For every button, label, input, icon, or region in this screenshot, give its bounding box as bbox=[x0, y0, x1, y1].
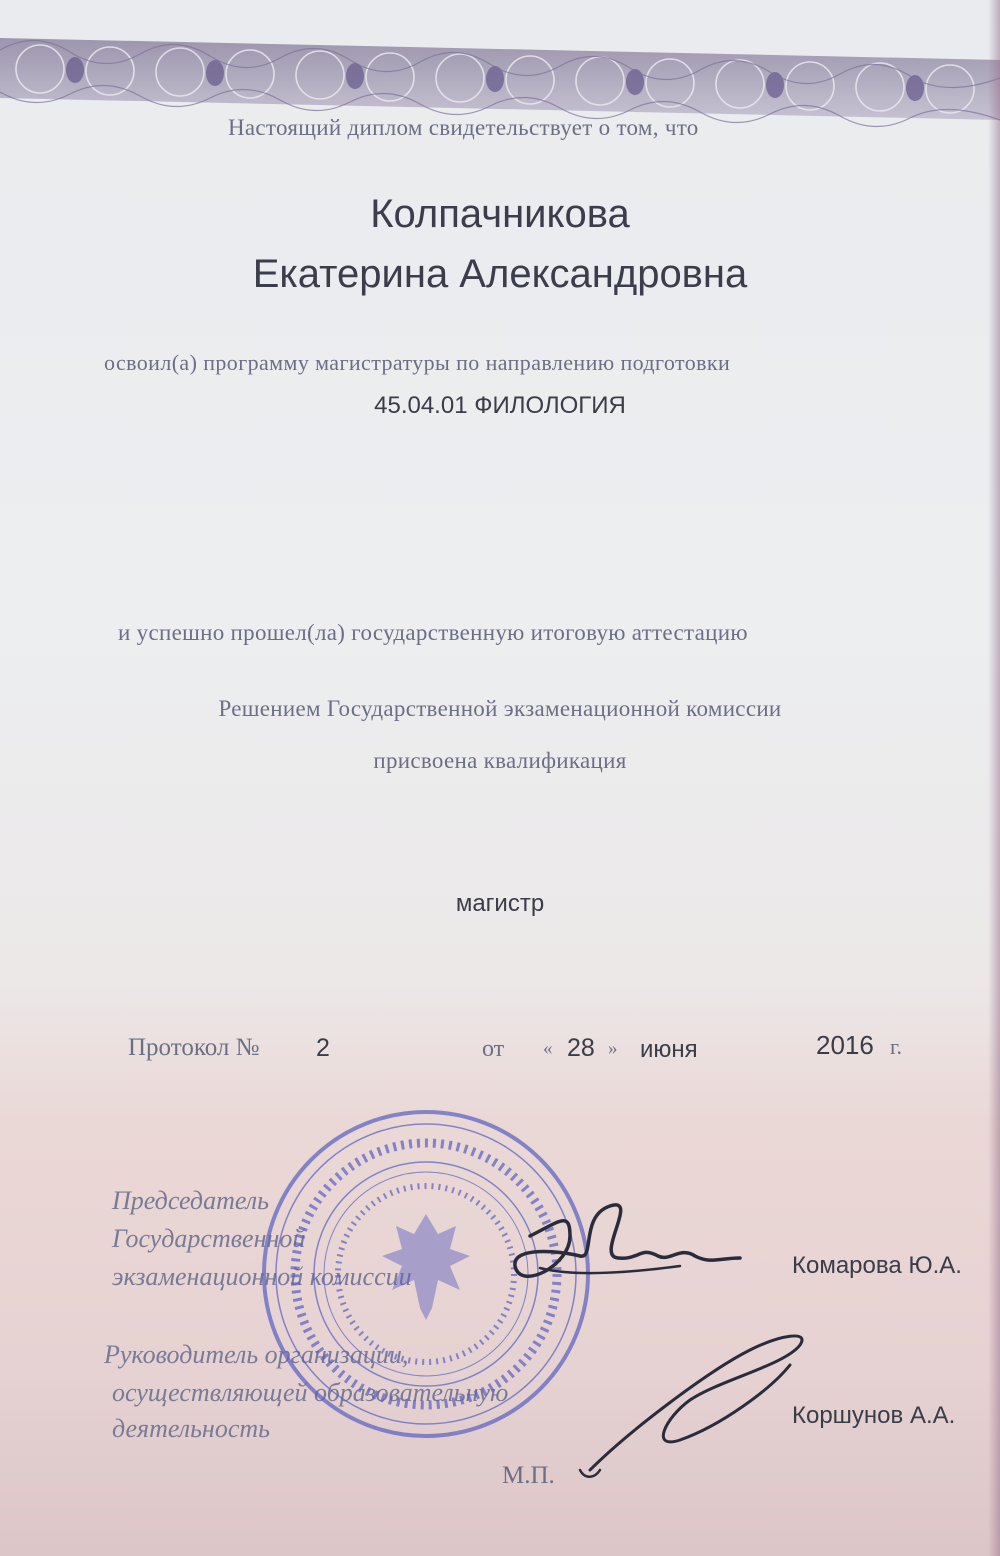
qualification: магистр bbox=[455, 890, 545, 917]
head-title-line3: деятельность bbox=[112, 1414, 270, 1443]
chair-name: Комарова Ю.А. bbox=[792, 1252, 962, 1279]
protocol-label: Протокол № bbox=[128, 1034, 260, 1061]
passed-attestation-text: и успешно прошел(ла) государственную итоговую аттестацию bbox=[118, 620, 748, 645]
protocol-year: 2016 bbox=[816, 1030, 874, 1060]
protocol-month: июня bbox=[640, 1036, 698, 1063]
date-quote-open: « bbox=[543, 1038, 553, 1059]
ornamental-border bbox=[0, 20, 1000, 130]
program-code-title: 45.04.01 ФИЛОЛОГИЯ bbox=[374, 392, 626, 419]
commission-decision-line1: Решением Государственной экзаменационной комиссии bbox=[218, 696, 782, 721]
binding-edge bbox=[988, 0, 1000, 1556]
chair-title-line2: Государственной bbox=[112, 1224, 306, 1253]
seal-place-label: М.П. bbox=[502, 1462, 555, 1489]
chair-signature-icon bbox=[500, 1196, 750, 1306]
head-signature-icon bbox=[570, 1320, 830, 1490]
head-title-line1: Руководитель организации, bbox=[104, 1340, 409, 1369]
protocol-number: 2 bbox=[316, 1034, 330, 1062]
mastered-program-text: освоил(а) программу магистратуры по направлению подготовки bbox=[104, 350, 731, 375]
date-quote-close: » bbox=[608, 1038, 618, 1059]
head-title-line2: осуществляющей образовательную bbox=[112, 1378, 509, 1407]
chair-title-line1: Председатель bbox=[112, 1186, 269, 1215]
chair-title-line3: экзаменационной комиссии bbox=[112, 1262, 412, 1291]
protocol-from-label: от bbox=[482, 1036, 505, 1062]
graduate-surname: Колпачникова bbox=[370, 192, 630, 236]
graduate-given-names: Екатерина Александровна bbox=[252, 252, 748, 296]
head-name: Коршунов А.А. bbox=[792, 1402, 956, 1429]
protocol-year-suffix: г. bbox=[890, 1034, 903, 1059]
intro-text: Настоящий диплом свидетельствует о том, что bbox=[228, 115, 699, 140]
protocol-day: 28 bbox=[567, 1034, 595, 1062]
commission-decision-line2: присвоена квалификация bbox=[373, 748, 627, 773]
